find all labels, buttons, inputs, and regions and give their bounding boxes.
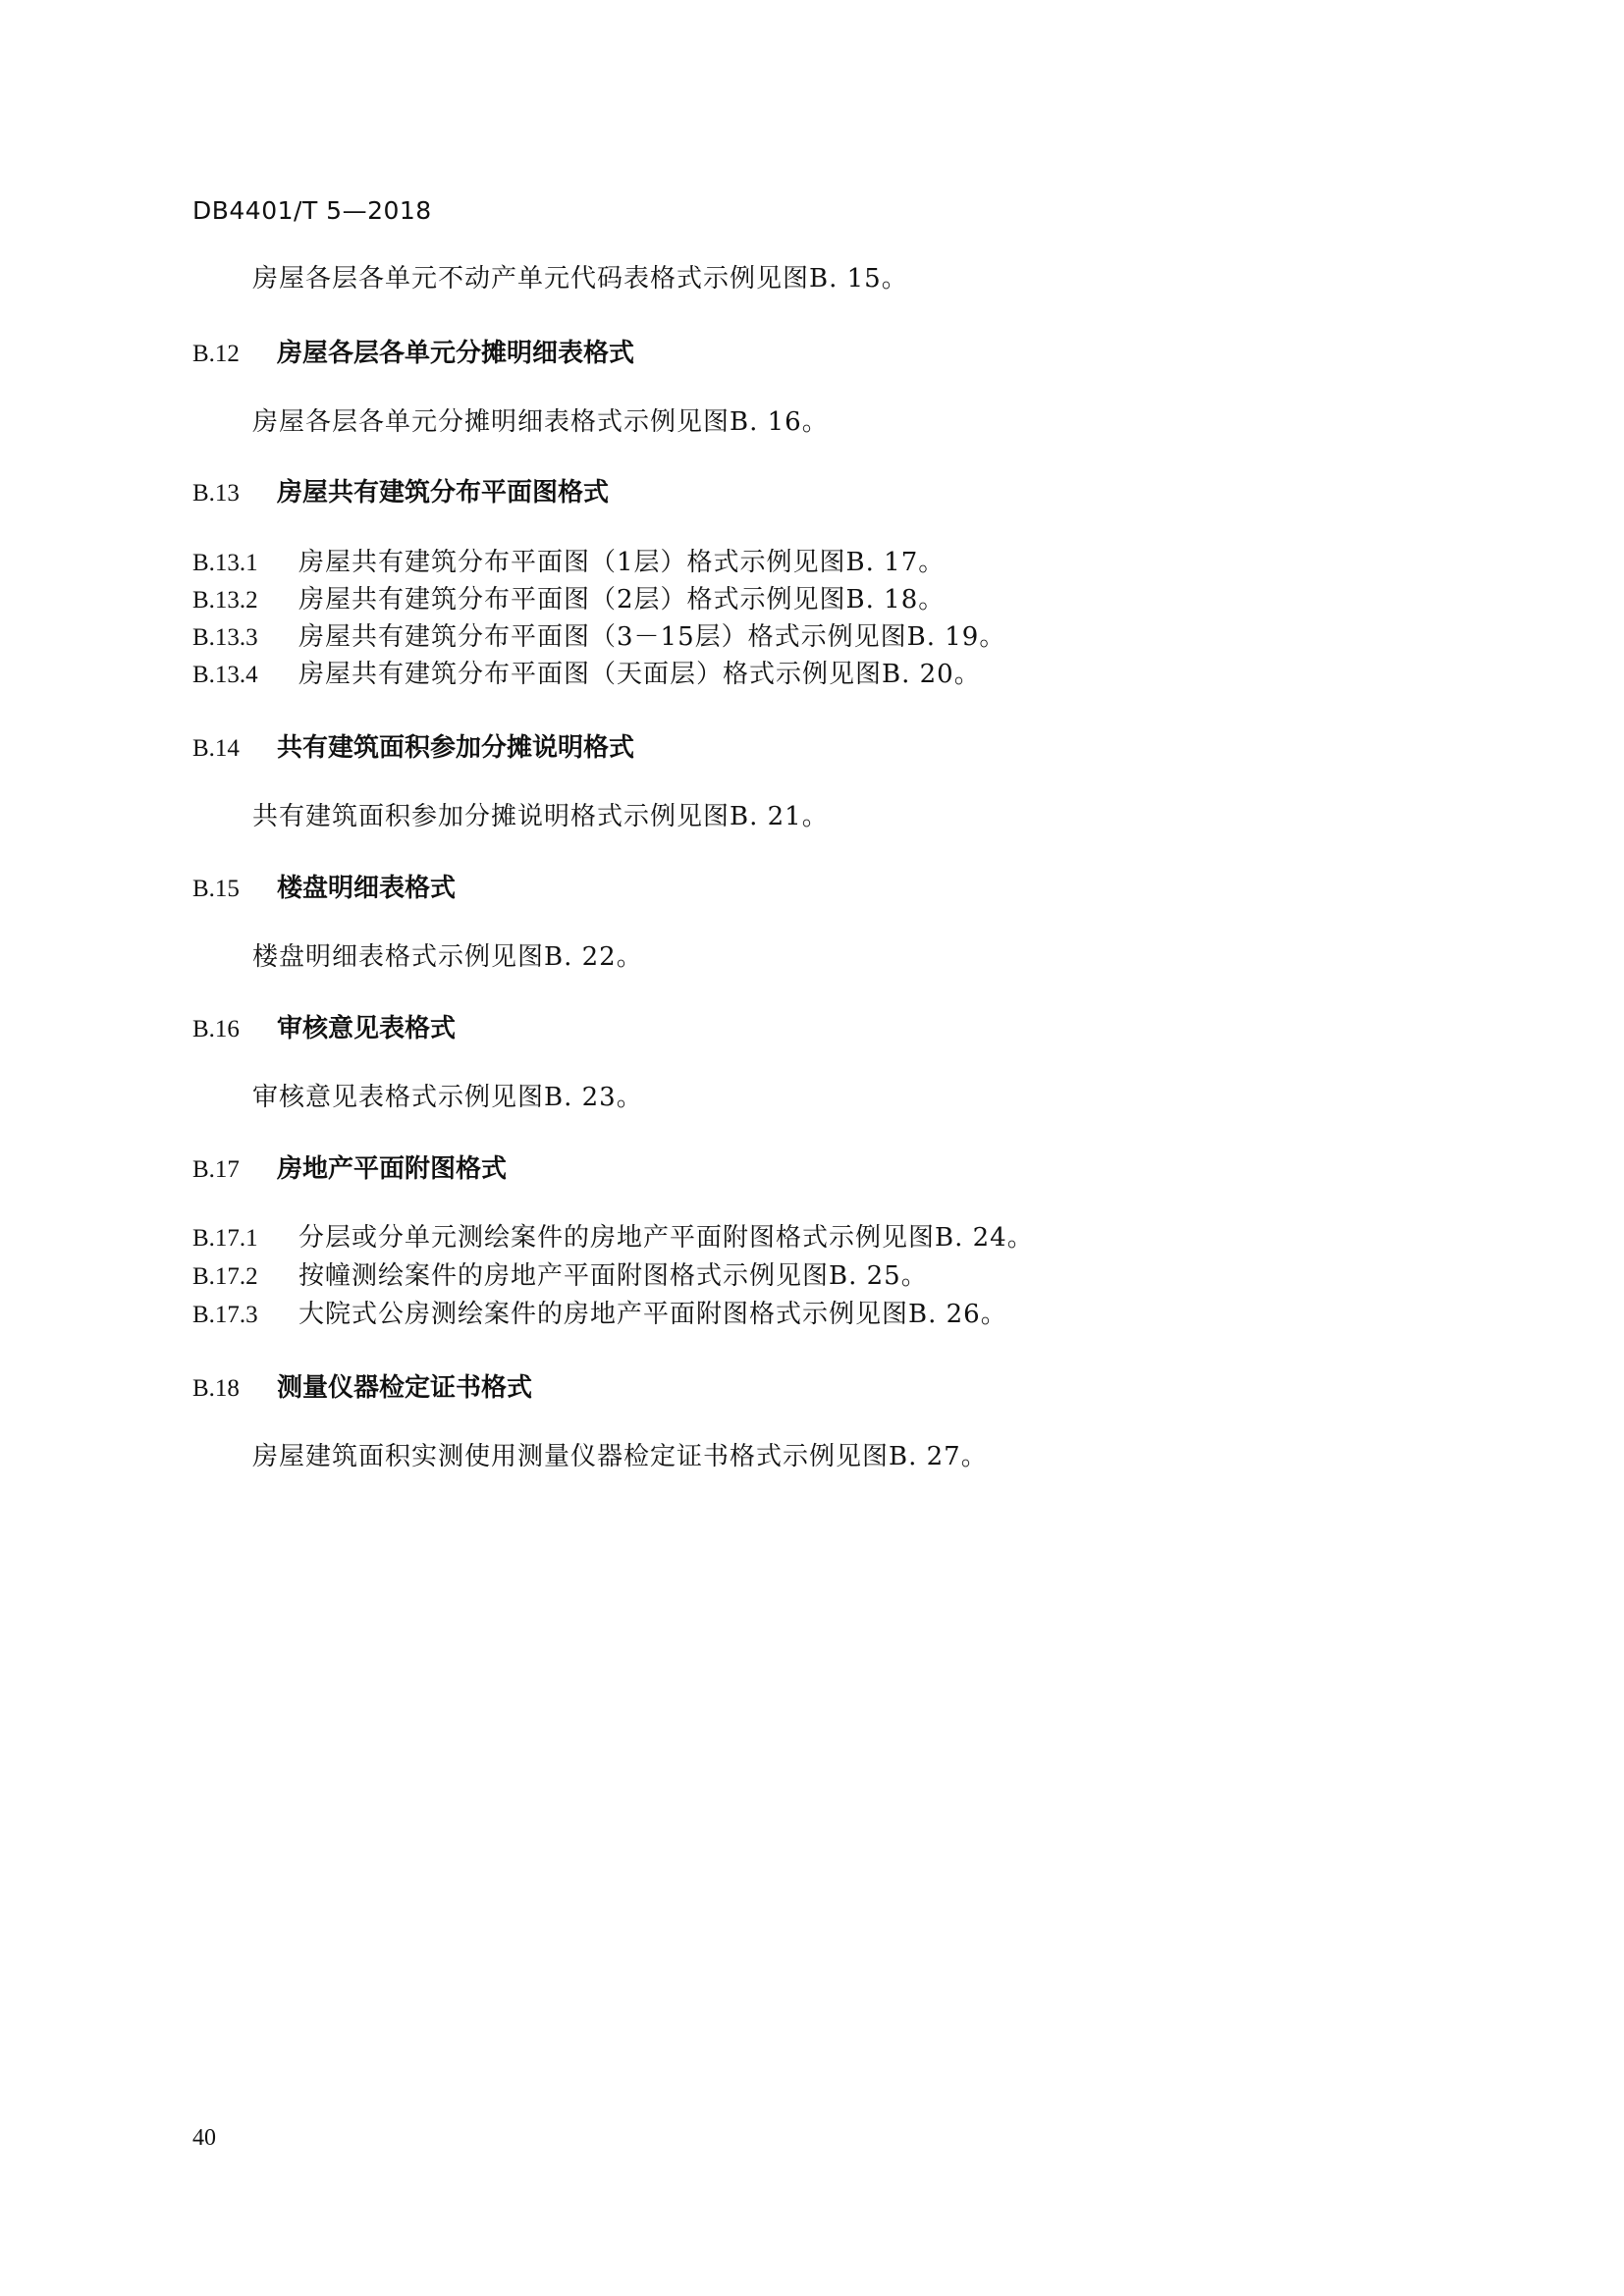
subitem-text: 按幢测绘案件的房地产平面附图格式示例见图B. 25。 [298, 1261, 928, 1291]
section-heading-b15 [192, 872, 456, 906]
subitem-number: B.13.3 [192, 624, 258, 651]
section-title: 测量仪器检定证书格式 [277, 1373, 533, 1403]
section-title: 共有建筑面积参加分摊说明格式 [277, 733, 635, 763]
subitem-b17-1 [192, 1221, 1034, 1255]
subitem-text: 房屋共有建筑分布平面图（2层）格式示例见图B. 18。 [298, 585, 946, 614]
subitem-text: 房屋共有建筑分布平面图（天面层）格式示例见图B. 20。 [298, 660, 981, 689]
paragraph-b18: 房屋建筑面积实测使用测量仪器检定证书格式示例见图B. 27。 [252, 1442, 988, 1471]
subitem-text: 房屋共有建筑分布平面图（1层）格式示例见图B. 17。 [298, 548, 946, 577]
subitem-number: B.17.1 [192, 1225, 258, 1252]
section-heading-b16 [192, 1012, 456, 1046]
section-number: B.13 [192, 480, 240, 507]
paragraph-b15: 楼盘明细表格式示例见图B. 22。 [252, 942, 643, 972]
section-number: B.17 [192, 1156, 240, 1183]
subitem-number: B.13.2 [192, 587, 258, 614]
subitem-number: B.13.1 [192, 550, 258, 576]
subitem-text: 分层或分单元测绘案件的房地产平面附图格式示例见图B. 24。 [298, 1223, 1034, 1253]
section-title: 房屋各层各单元分摊明细表格式 [277, 339, 635, 368]
subitem-number: B.17.3 [192, 1302, 258, 1328]
subitem-b13-3 [192, 620, 1005, 655]
section-heading-b13 [192, 476, 609, 510]
section-number: B.12 [192, 341, 240, 367]
paragraph-b16: 审核意见表格式示例见图B. 23。 [252, 1083, 643, 1112]
subitem-b17-3 [192, 1298, 1007, 1332]
section-heading-b17 [192, 1152, 507, 1187]
subitem-text: 房屋共有建筑分布平面图（3－15层）格式示例见图B. 19。 [298, 622, 1006, 652]
paragraph-b12: 房屋各层各单元分摊明细表格式示例见图B. 16。 [252, 407, 829, 437]
subitem-number: B.13.4 [192, 662, 258, 688]
subitem-text: 大院式公房测绘案件的房地产平面附图格式示例见图B. 26。 [298, 1300, 1007, 1329]
section-title: 楼盘明细表格式 [277, 874, 457, 903]
subitem-number: B.17.2 [192, 1263, 258, 1290]
section-number: B.16 [192, 1016, 240, 1042]
section-number: B.15 [192, 876, 240, 902]
subitem-b13-2 [192, 583, 945, 617]
page-number: 40 [192, 2125, 216, 2151]
subitem-b13-4 [192, 658, 981, 692]
section-heading-b12 [192, 337, 634, 371]
subitem-b17-2 [192, 1259, 928, 1294]
section-title: 房屋共有建筑分布平面图格式 [277, 478, 610, 507]
standard-code: DB4401/T 5—2018 [192, 196, 432, 225]
section-heading-b18 [192, 1371, 532, 1406]
section-heading-b14 [192, 731, 634, 766]
paragraph-b14: 共有建筑面积参加分摊说明格式示例见图B. 21。 [252, 802, 829, 831]
section-title: 审核意见表格式 [277, 1014, 457, 1043]
section-number: B.14 [192, 735, 240, 762]
section-number: B.18 [192, 1375, 240, 1402]
paragraph-b11: 房屋各层各单元不动产单元代码表格式示例见图B. 15。 [252, 264, 908, 294]
subitem-b13-1 [192, 546, 945, 580]
section-title: 房地产平面附图格式 [277, 1154, 508, 1184]
